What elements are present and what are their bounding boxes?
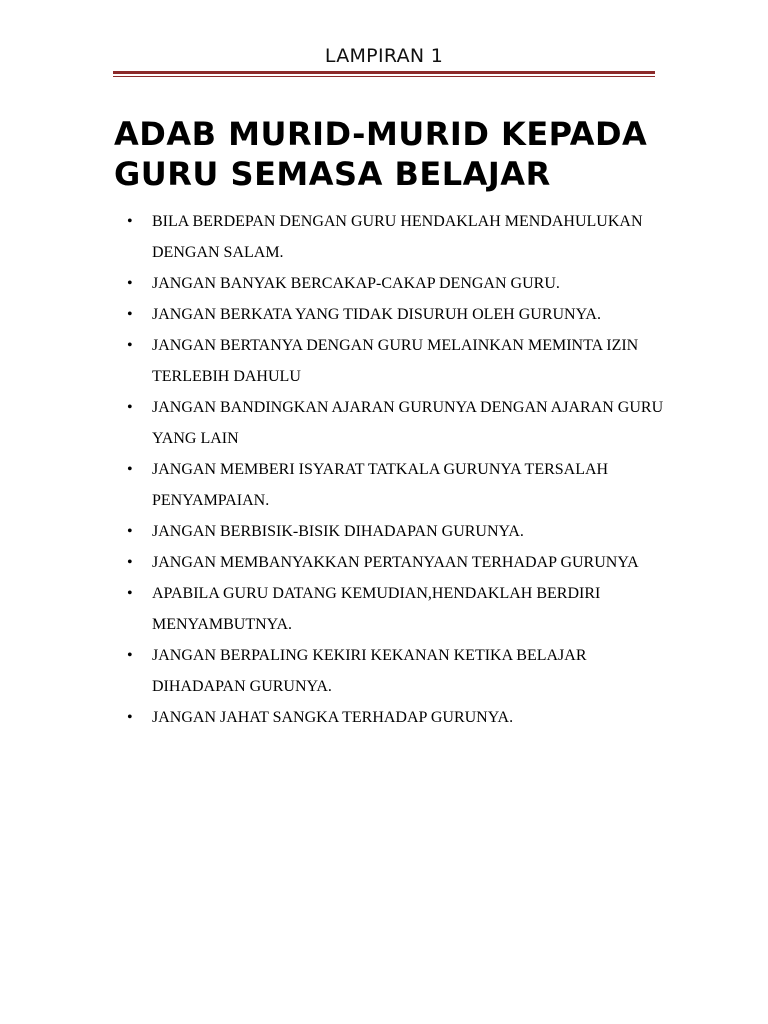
header-rule-thick (113, 71, 655, 74)
list-item (127, 640, 672, 702)
bullet-icon: • (127, 523, 133, 540)
list-item-text: JANGAN JAHAT SANGKA TERHADAP GURUNYA. (152, 709, 514, 726)
list-item (127, 330, 672, 392)
bullet-icon: • (127, 275, 133, 292)
list-item-text: JANGAN MEMBANYAKKAN PERTANYAAN TERHADAP GURUNYA (152, 554, 639, 571)
list-item-text: JANGAN BERPALING KEKIRI KEKANAN KETIKA BELAJAR DIHADAPAN GURUNYA. (152, 647, 587, 695)
page-title: ADAB MURID-MURID KEPADA GURU SEMASA BELAJAR (114, 115, 648, 193)
list-item (127, 702, 672, 733)
list-item-text: JANGAN BANDINGKAN AJARAN GURUNYA DENGAN AJARAN GURU YANG LAIN (152, 399, 664, 447)
bullet-icon: • (127, 306, 133, 323)
list-item (127, 206, 672, 268)
bullet-icon: • (127, 647, 133, 664)
list-item (127, 516, 672, 547)
bullet-icon: • (127, 585, 133, 602)
bullet-icon: • (127, 337, 133, 354)
bullet-icon: • (127, 709, 133, 726)
list-item-text: JANGAN MEMBERI ISYARAT TATKALA GURUNYA TERSALAH PENYAMPAIAN. (152, 461, 609, 509)
list-item (127, 454, 672, 516)
header-label: LAMPIRAN 1 (324, 45, 444, 67)
header-rule-thin (113, 76, 655, 77)
list-item-text: JANGAN BERKATA YANG TIDAK DISURUH OLEH GURUNYA. (152, 306, 601, 323)
list-item-text: BILA BERDEPAN DENGAN GURU HENDAKLAH MENDAHULUKAN DENGAN SALAM. (152, 213, 643, 261)
bullet-icon: • (127, 461, 133, 478)
list-item (127, 268, 672, 299)
bullet-icon: • (127, 554, 133, 571)
etiquette-list (127, 206, 672, 733)
list-item (127, 392, 672, 454)
list-item-text: JANGAN BERTANYA DENGAN GURU MELAINKAN MEMINTA IZIN TERLEBIH DAHULU (152, 337, 639, 385)
list-item (127, 578, 672, 640)
list-item-text: JANGAN BANYAK BERCAKAP-CAKAP DENGAN GURU. (152, 275, 560, 292)
list-item (127, 547, 672, 578)
bullet-icon: • (127, 399, 133, 416)
list-item-text: JANGAN BERBISIK-BISIK DIHADAPAN GURUNYA. (152, 523, 524, 540)
list-item-text: APABILA GURU DATANG KEMUDIAN,HENDAKLAH BERDIRI MENYAMBUTNYA. (152, 585, 601, 633)
bullet-icon: • (127, 213, 133, 230)
list-item (127, 299, 672, 330)
